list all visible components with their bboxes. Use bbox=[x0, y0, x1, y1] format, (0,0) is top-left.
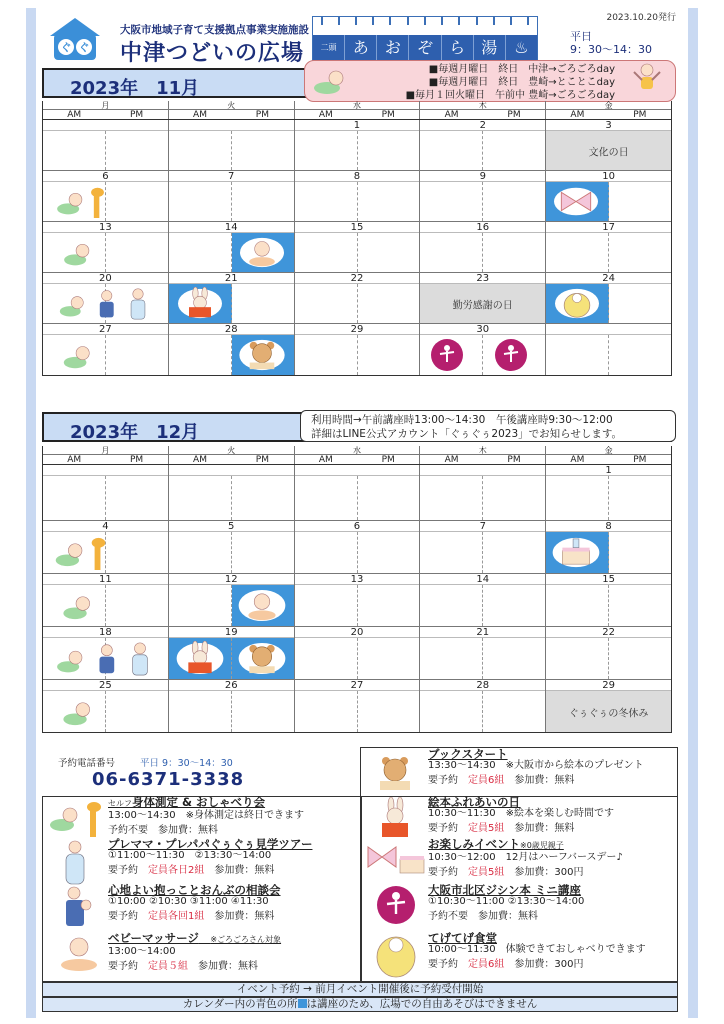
day-cell: 25 bbox=[43, 680, 169, 732]
weekday-header: 月 bbox=[43, 446, 169, 454]
day-cell-event: 30 bbox=[420, 324, 546, 375]
baby-giraffe-icon bbox=[51, 185, 111, 218]
event-babywearing-consult: 心地よい抱っことおんぶの相談会 ①10:00 ②10:30 ③11:00 ④11:30 要予約 定員各回1組 参加費：無料 bbox=[108, 883, 281, 922]
bear-icon bbox=[372, 753, 418, 793]
day-cell bbox=[169, 120, 295, 170]
day-cell: 7 bbox=[420, 521, 546, 573]
ribbon-cake-icon bbox=[366, 841, 428, 881]
ribbon-icon bbox=[548, 185, 604, 218]
day-cell: 1 bbox=[546, 465, 671, 520]
baby-giraffe-icon bbox=[51, 535, 111, 570]
calendar-november: 月 火 水 木 金 AM PM AM PM AM PM AM PM AM PM 1 2 3 文化の日 6 7 8 9 10 13 14 15 16 17 20 21 22 23 勤労感謝の日 24 27 28 29 30 bbox=[42, 101, 672, 376]
day-cell-closed: 29 ぐぅぐぅの冬休み bbox=[546, 680, 671, 732]
day-cell-event: 28 bbox=[169, 324, 295, 375]
week-row bbox=[43, 521, 671, 574]
banner-char: ♨ bbox=[514, 38, 529, 57]
day-cell: 20 bbox=[43, 273, 169, 323]
day-cell: 9 bbox=[420, 171, 546, 221]
bear-icon bbox=[235, 641, 289, 676]
org-name: 中津つどいの広場 bbox=[120, 41, 305, 66]
week-row bbox=[43, 171, 671, 222]
weekday-header: 金 bbox=[604, 101, 613, 110]
week-row bbox=[43, 627, 671, 680]
footer-reservation-note: イベント予約 → 前月イベント開催後に予約受付開始 bbox=[42, 982, 678, 997]
day-cell bbox=[43, 465, 169, 520]
reservation-phone-label: 予約電話番号 bbox=[58, 758, 116, 769]
closed-label: ぐぅぐぅの冬休み bbox=[568, 708, 649, 719]
weekday-header: 水 bbox=[295, 446, 421, 454]
banner-char: ぞ bbox=[409, 35, 441, 61]
event-tegetege-cafeteria: てげてげ食堂 10:00〜11:30 体験できておしゃべりできます 要予約 定員6組 参加費：300円 bbox=[428, 931, 646, 970]
weekday-header: 火 bbox=[169, 446, 295, 454]
crawling-baby-icon bbox=[310, 66, 344, 98]
day-cell: 7 bbox=[169, 171, 295, 221]
event-picture-book-day: 絵本ふれあいの日 10:30〜11:30 ※絵本を楽しむ時間です 要予約 定員5組 参加費：無料 bbox=[428, 795, 615, 834]
day-cell bbox=[546, 324, 671, 375]
massage-hands-icon bbox=[235, 236, 289, 269]
event-jishin-mini-lecture: 大阪市北区ジシン本 ミニ講座 ①10:30〜11:00 ②13:30〜14:00 予約不要 参加費：無料 bbox=[428, 883, 585, 922]
week-row bbox=[43, 324, 671, 375]
crawling-baby-icon bbox=[59, 694, 95, 729]
bib-icon bbox=[550, 287, 604, 320]
day-cell bbox=[43, 120, 169, 170]
holiday-label: 文化の日 bbox=[588, 147, 629, 158]
banner-char: あ bbox=[345, 35, 377, 61]
day-cell-event: 12 bbox=[169, 574, 295, 626]
day-cell-holiday: 23 勤労感謝の日 bbox=[420, 273, 546, 323]
jishin-logo-icon bbox=[376, 885, 416, 925]
rabbit-book-icon bbox=[173, 641, 227, 676]
day-cell: 8 bbox=[295, 171, 421, 221]
banner-char: ら bbox=[442, 35, 474, 61]
issue-date: 2023.10.20発行 bbox=[606, 13, 676, 23]
left-border-stripe bbox=[26, 8, 36, 1018]
day-cell: 29 bbox=[295, 324, 421, 375]
events-section bbox=[42, 745, 678, 1017]
day-cell: 22 bbox=[546, 627, 671, 679]
week-row bbox=[43, 222, 671, 273]
day-cell: 20 bbox=[295, 627, 421, 679]
opening-hours: 平日 9：30〜14：30 bbox=[570, 30, 652, 56]
day-cell: 6 bbox=[295, 521, 421, 573]
event-bookstart: ブックスタート 13:30〜14:30 ※大阪市から絵本のプレゼント 要予約 定員6組 参加費：無料 bbox=[428, 747, 644, 786]
crawling-baby-icon bbox=[59, 338, 95, 372]
reservation-hours: 平日 9：30〜14：30 bbox=[140, 758, 233, 769]
day-cell: 15 bbox=[295, 222, 421, 272]
banner-char: お bbox=[377, 35, 409, 61]
crawling-baby-icon bbox=[59, 236, 95, 269]
day-cell-event: 14 bbox=[169, 222, 295, 272]
day-cell: 21 bbox=[420, 627, 546, 679]
jishin-logo-icon bbox=[430, 338, 464, 372]
day-cell: 16 bbox=[420, 222, 546, 272]
half-birthday-cake-icon bbox=[548, 535, 604, 570]
day-cell: 14 bbox=[420, 574, 546, 626]
child-waving-icon bbox=[628, 62, 666, 98]
baby-giraffe-icon bbox=[46, 797, 108, 837]
day-cell: 6 bbox=[43, 171, 169, 221]
week-row bbox=[43, 273, 671, 324]
day-cell-event: 24 bbox=[546, 273, 671, 323]
day-cell: 13 bbox=[295, 574, 421, 626]
week-row bbox=[43, 465, 671, 521]
weekday-header: 水 bbox=[295, 101, 421, 109]
reservation-phone-number[interactable]: 06-6371-3338 bbox=[92, 769, 245, 790]
day-cell: 4 bbox=[43, 521, 169, 573]
november-notice: ■毎週月曜日 終日 中津→ごろごろday ■毎週月曜日 終日 豊崎→とことこday ■毎月１回火曜日 午前中 豊崎→ごろごろday bbox=[304, 60, 676, 102]
day-cell-event: 10 bbox=[546, 171, 671, 221]
day-cell-event: 21 bbox=[169, 273, 295, 323]
rabbit-book-icon bbox=[173, 287, 227, 320]
day-cell: 13 bbox=[43, 222, 169, 272]
weekday-header: 月 bbox=[43, 101, 169, 109]
event-body-measurement: セルフ身体測定 & おしゃべり会 13:00〜14:30 ※身体測定は終日できます 予約不要 参加費：無料 bbox=[108, 795, 305, 836]
families-icon bbox=[47, 641, 163, 676]
bear-icon bbox=[235, 338, 289, 372]
event-prenatal-tour: プレママ・プレパパぐぅぐぅ見学ツアー ①11:00〜11:30 ②13:30〜14:00 要予約 定員各日2組 参加費：無料 bbox=[108, 837, 313, 876]
day-cell: 11 bbox=[43, 574, 169, 626]
families-icon bbox=[47, 287, 163, 320]
day-cell: 1 bbox=[295, 120, 421, 170]
footer-blue-cells-note: カレンダー内の青色の所 は講座のため、広場での自由あそびはできません bbox=[42, 997, 678, 1012]
day-cell: 18 bbox=[43, 627, 169, 679]
day-cell bbox=[420, 465, 546, 520]
day-cell-event: 19 bbox=[169, 627, 295, 679]
right-border-stripe bbox=[688, 8, 698, 1018]
bib-icon bbox=[374, 931, 418, 979]
pregnant-mom-icon bbox=[56, 839, 94, 885]
week-row bbox=[43, 574, 671, 627]
svg-text:ぐ: ぐ bbox=[60, 41, 72, 54]
day-cell bbox=[295, 465, 421, 520]
svg-text:ぐ: ぐ bbox=[78, 41, 90, 54]
weekday-header: 金 bbox=[604, 446, 613, 455]
massage-hands-icon bbox=[235, 588, 289, 623]
banner-char: 二頭 bbox=[313, 35, 345, 61]
day-cell: 27 bbox=[43, 324, 169, 375]
month-title: 2023年 11月 bbox=[70, 78, 200, 99]
blue-square-icon bbox=[298, 999, 307, 1008]
month-title: 2023年 12月 bbox=[70, 422, 200, 443]
rabbit-book-icon bbox=[372, 797, 418, 839]
day-cell: 28 bbox=[420, 680, 546, 732]
aozorayu-banner bbox=[312, 16, 538, 62]
day-cell: 2 bbox=[420, 120, 546, 170]
weekday-header: 木 bbox=[420, 101, 546, 109]
day-cell bbox=[169, 465, 295, 520]
weekday-header: 木 bbox=[420, 446, 546, 454]
week-row bbox=[43, 120, 671, 171]
week-row bbox=[43, 680, 671, 732]
day-cell: 17 bbox=[546, 222, 671, 272]
day-cell-event: 8 bbox=[546, 521, 671, 573]
calendar-december: 月 火 水 木 金 AM PM AM PM AM PM AM PM AM PM 1 4 5 6 7 8 11 12 13 14 15 18 19 20 21 22 25 26 27 28 29 ぐぅぐぅの冬休み bbox=[42, 446, 672, 733]
day-cell: 27 bbox=[295, 680, 421, 732]
day-cell: 22 bbox=[295, 273, 421, 323]
event-baby-massage: ベビーマッサージ ※ごろごろさん対象 13:00〜14:00 要予約 定員５組 参加費：無料 bbox=[108, 931, 282, 972]
december-notice: 利用時間→午前講座時13:00〜14:30 午後講座時9:30〜12:00 詳細はLINE公式アカウント「ぐぅぐぅ2023」でお知らせします。 bbox=[300, 410, 676, 442]
day-cell: 15 bbox=[546, 574, 671, 626]
org-subtitle: 大阪市地域子育て支援拠点事業実施施設 bbox=[120, 24, 309, 36]
logo-house-icon bbox=[44, 16, 106, 62]
weekday-header: 火 bbox=[169, 101, 295, 109]
massage-hands-icon bbox=[56, 933, 102, 973]
event-fun-event: お楽しみイベント※0歳児親子 10:30〜12:00 12月はハーフバースデー♪ 要予約 定員5組 参加費：300円 bbox=[428, 837, 623, 878]
day-cell: 26 bbox=[169, 680, 295, 732]
holiday-label: 勤労感謝の日 bbox=[452, 300, 513, 311]
crawling-baby-icon bbox=[59, 588, 95, 623]
banner-char: 湯 bbox=[474, 35, 506, 61]
day-cell: 5 bbox=[169, 521, 295, 573]
parent-carrying-baby-icon bbox=[56, 885, 96, 929]
day-cell-holiday: 3 文化の日 bbox=[546, 120, 671, 170]
jishin-logo-icon bbox=[494, 338, 528, 372]
